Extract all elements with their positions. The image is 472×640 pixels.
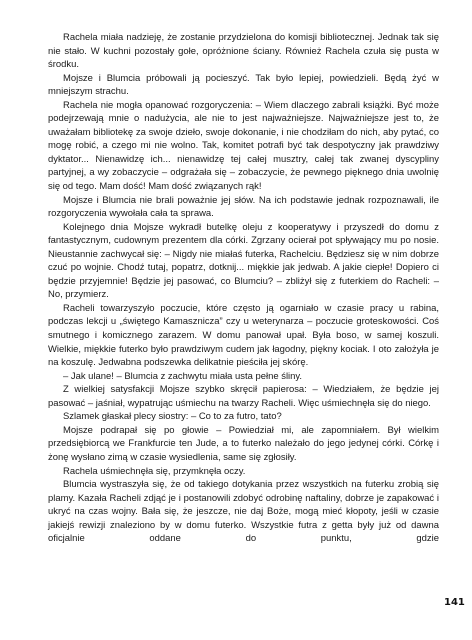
- paragraph: Z wielkiej satysfakcji Mojsze szybko skręcił papierosa: – Wiedziałem, że będzie jej pasować – jaśniał, wypatrując uśmiechu na twarzy Racheli. Więc uśmiechnęła się do niego.: [48, 384, 439, 409]
- paragraph: Mojsze i Blumcia nie brali poważnie jej słów. Na ich podstawie jednak rozpoznawali, ile rozgoryczenia wywołała cała ta sprawa.: [48, 194, 439, 220]
- paragraph: Mojsze i Blumcia próbowali ją pocieszyć. Tak było lepiej, powiedzieli. Będą żyć w mniejszym strachu.: [48, 72, 439, 98]
- body-text: [48, 31, 439, 546]
- paragraph: Rachela miała nadzieję, że zostanie przydzielona do komisji bibliotecznej. Jednak tak się nie stało. W kuchni pozostały gołe, opróżnione ściany. Również Rachela czuła się pusta w środku.: [48, 32, 439, 71]
- paragraph: Rachela uśmiechnęła się, przymknęła oczy.: [63, 465, 246, 477]
- paragraph: Mojsze podrapał się po głowie – Powiedział mi, ale zapomniałem. Był wielkim przedsiębiorcą we Frankfurcie ten Jude, a to futerko należało do jego jedynej córki. Córkę i żonę wysłano zimą w czasie wysiedlenia, same się zgłosiły.: [48, 424, 439, 463]
- paragraph: Blumcia wystraszyła się, że od takiego dotykania przez wszystkich na futerku zrobią się plamy. Kazała Racheli zdjąć je i postanowili zdobyć odrobinę naftaliny, dobrze je zapakować i ukryć na czas wojny. Bała się, że jeszcze, nie daj Boże, mogą mieć kłopoty, jeśli w czasie jakiejś rewizji znaleziono by w domu futerko. Wszystkie futra z getta były już od dawna oficjalnie oddane do punktu, gdzie: [48, 479, 439, 545]
- paragraph: Szlamek głaskał plecy siostry: – Co to za futro, tato?: [63, 411, 282, 423]
- paragraph: Racheli towarzyszyło poczucie, które często ją ogarniało w czasie pracy u rabina, podczas lekcji u „świętego Kamasznicza” czy u weterynarza – poczucie groteskowości. Coś smutnego i komicznego zarazem. W domu panował upał. Była boso, w samej koszuli. Wielkie, miękkie futerko było prawdziwym cudem jak łagodny, piękny kociak. I oto założyła je na koszulę. Jedwabna podszewka delikatnie pieściła jej skórę.: [48, 302, 439, 369]
- page-number: 141: [444, 597, 465, 608]
- paragraph: Rachela nie mogła opanować rozgoryczenia: – Wiem dlaczego zabrali książki. Być może podejrzewają mnie o nadużycia, ale nie to jest najważniejsze. Najważniejsze jest to, że uważałam bibliotekę za swoje dzieło, swoje dokonanie, i nie chodziłam do nich, aby pytać, co mogę robić, a czego mi nie wolno. Tak, komitet potrafi być tak despotyczny jak prawdziwy dyktator... Nienawidzę ich... nienawidzę tej całej musztry, całej tak zwanej dyscypliny partyjnej, a wy zobaczycie – odgrażała się – zobaczycie, że pewnego pięknego dnia uwolnię się od tego. Mam dość! Mam dość związanych rąk!: [48, 99, 439, 193]
- paragraph: Kolejnego dnia Mojsze wykradł butelkę oleju z kooperatywy i przyszedł do domu z fantastycznym, cudownym prezentem dla córki. Zgrzany ocierał pot spływający mu po nosie. Nieustannie zachwycał się: – Nigdy nie miałaś futerka, Rachelciu. Będziesz się w nim dobrze czuć po wojnie. Chodź tutaj, popatrz, dotknij... miękkie jak jedwab. A jakie ciepłe! Dopiero ci będzie przyjemnie! Będzie jej pasować, co Blumciu? – zbliżył się z futerkiem do Racheli: – No, przymierz.: [48, 221, 439, 301]
- paragraph: – Jak ulane! – Blumcia z zachwytu miała usta pełne śliny.: [63, 370, 303, 382]
